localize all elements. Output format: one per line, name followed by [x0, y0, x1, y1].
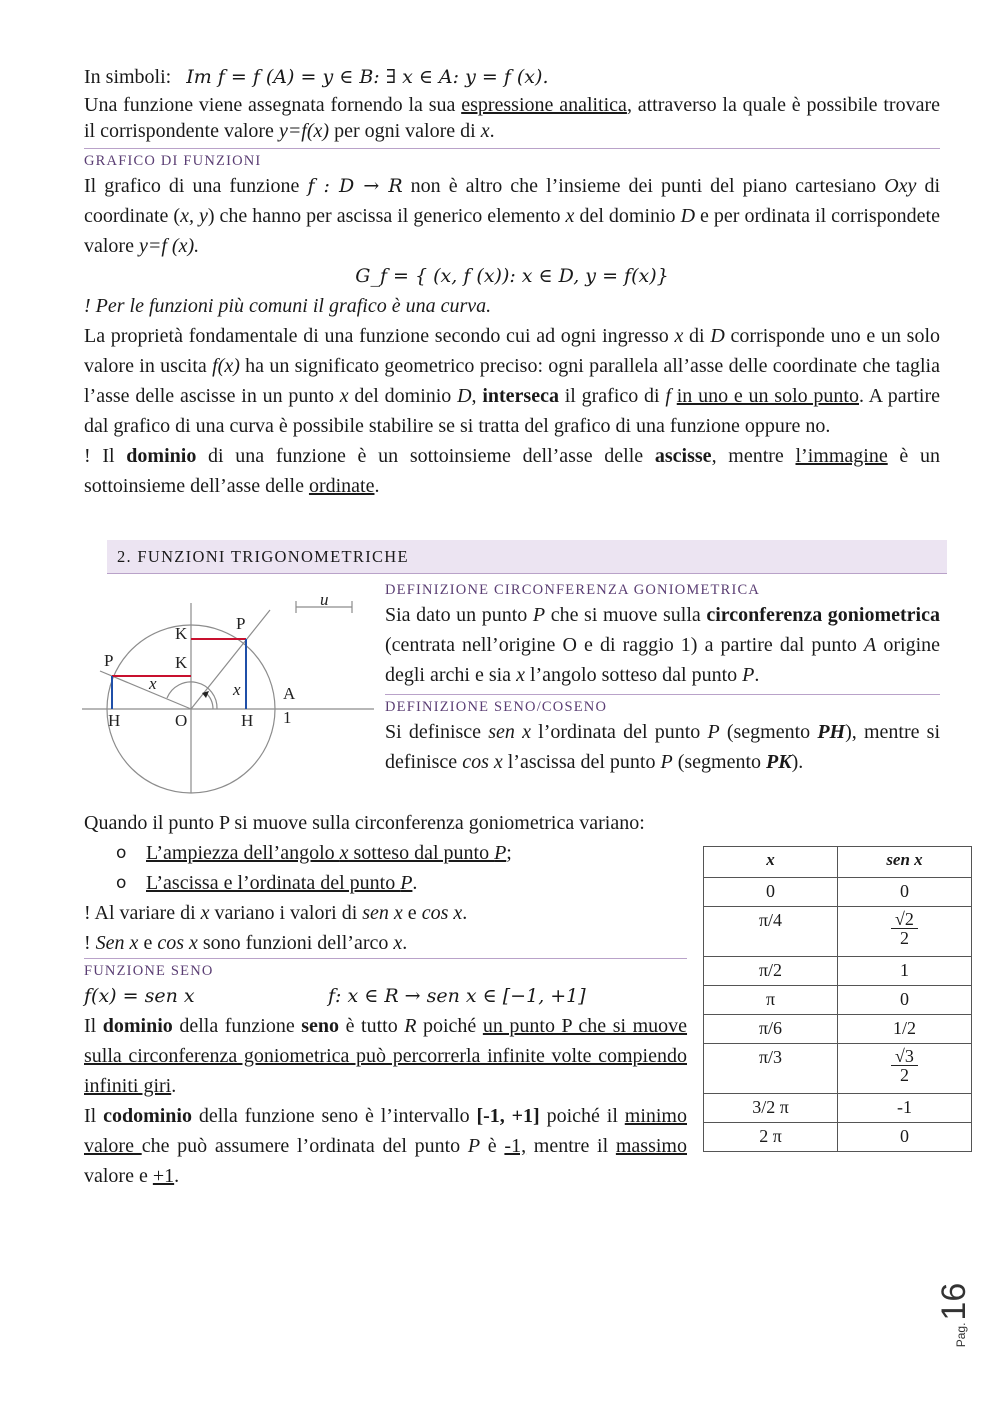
table-cell: π/2 [704, 957, 838, 986]
table-cell: -1 [838, 1094, 972, 1123]
sine-formulas: f(x) = sen x f: x ∈ R → sen x ∈ [−1, +1] [84, 985, 586, 1007]
table-row [704, 1015, 972, 1044]
table-cell: 2 π [704, 1123, 838, 1152]
heading-seno-coseno: DEFINIZIONE SENO/COSENO [385, 694, 940, 717]
page-number-value: 16 [935, 1282, 973, 1321]
table-cell: $\frac{√2}{2}$ [838, 907, 972, 957]
fundamental-property-paragraph: La proprietà fondamentale di una funzione secondo cui ad ogni ingresso x di D corrisponde uno e un solo valore in uscita f(x) ha un significato geometrico preciso: ogni parallela all’asse delle coordinate che taglia l’asse delle ascisse in un punto x del dominio D, interseca il grafico di f in uno e un solo punto. A partire dal grafico di una curva è possibile stabilire se si tratta del grafico di una funzione oppure no. [84, 325, 940, 437]
table-row [704, 1094, 972, 1123]
table-header-row [704, 847, 972, 878]
definitions-column [385, 578, 940, 777]
label-A: A [283, 684, 296, 703]
table-cell: 0 [838, 1123, 972, 1152]
page-label: Pag. [954, 1322, 968, 1348]
sin-cos-definition-paragraph: Si definisce sen x l’ordinata del punto P (segmento PH), mentre si definisce cos x l’ascissa del punto P (segmento PK). [385, 721, 941, 773]
table-cell: 1 [838, 957, 972, 986]
label-x-right: x [233, 680, 241, 699]
sine-values-table [703, 846, 972, 1152]
graph-definition-paragraph: Il grafico di una funzione f : D → R non è altro che l’insieme dei punti del piano cartesiano Oxy di coordinate (x, y) che hanno per ascissa il generico elemento x del dominio D e per ordinata il corrispondete valore y=f (x). [84, 175, 940, 257]
sine-function-block [84, 958, 687, 1191]
analytic-expression-paragraph: Una funzione viene assegnata fornendo la sua espressione analitica, attraverso la quale è possibile trovare il corrispondente valore y=f(x) per ogni valore di x. [84, 94, 940, 142]
table-row [704, 1123, 972, 1152]
label-u: u [320, 590, 329, 609]
sine-codomain-paragraph: Il codominio della funzione seno è l’intervallo [-1, +1] poiché il minimo valore che può assumere l’ordinata del punto P è -1, mentre il massimo valore e +1. [84, 1105, 687, 1187]
table-row [704, 1044, 972, 1094]
table-row [704, 986, 972, 1015]
heading-circonferenza-goniometrica: DEFINIZIONE CIRCONFERENZA GONIOMETRICA [385, 582, 761, 598]
image-formula: Im f = f (A) = y ∈ B: ∃ x ∈ A: y = f (x). [186, 66, 549, 88]
underlined-term: espressione analitica [461, 94, 627, 116]
domain-image-note: ! Il dominio di una funzione è un sottoinsieme dell’asse delle ascisse, mentre l’immagine è un sottoinsieme dell’asse delle ordinate. [84, 445, 940, 497]
table-cell: π/6 [704, 1015, 838, 1044]
table-cell: 0 [704, 878, 838, 907]
label-P-left: P [104, 651, 114, 670]
heading-grafico-funzioni: GRAFICO DI FUNZIONI [84, 148, 940, 171]
section-heading-funzioni-trigonometriche: 2. FUNZIONI TRIGONOMETRICHE [107, 540, 947, 574]
label-x-left: x [149, 674, 157, 693]
label-H-right: H [241, 711, 254, 730]
simboli-label: In simboli: [84, 66, 172, 88]
curve-note: ! Per le funzioni più comuni il grafico è una curva. [84, 295, 492, 317]
table-row [704, 957, 972, 986]
label-P-top: P [236, 614, 246, 633]
table-header-cell: x [704, 847, 838, 878]
table-cell: π/3 [704, 1044, 838, 1094]
sine-domain-paragraph: Il dominio della funzione seno è tutto R poiché un punto P che si muove sulla circonferenza goniometrica può percorrerla infinite volte compiendo infiniti giri. [84, 1015, 688, 1097]
table-cell: $\frac{√3}{2}$ [838, 1044, 972, 1094]
table-cell: 1/2 [838, 1015, 972, 1044]
table-cell: 0 [838, 878, 972, 907]
table-row [704, 878, 972, 907]
label-one: 1 [283, 708, 292, 727]
list-item: o L’ascissa e l’ordinata del punto P. [116, 868, 940, 898]
table-cell: π [704, 986, 838, 1015]
table-cell: 0 [838, 986, 972, 1015]
unit-circle-figure [82, 588, 380, 810]
label-K-mid: K [175, 653, 188, 672]
table-cell: π/4 [704, 907, 838, 957]
table-cell: 3/2 π [704, 1094, 838, 1123]
variations-intro: Quando il punto P si muove sulla circonferenza goniometrica variano: [84, 812, 645, 834]
graph-set-formula: G_f = { (x, f (x)): x ∈ D, y = f(x)} [355, 265, 669, 287]
label-K-top: K [175, 624, 188, 643]
list-item: o L’ampiezza dell’angolo x sotteso dal punto P; [116, 838, 940, 868]
heading-funzione-seno: FUNZIONE SENO [84, 958, 687, 981]
variations-note-2: ! Sen x e cos x sono funzioni dell’arco x. [84, 932, 408, 954]
table-header-cell: sen x [838, 847, 972, 878]
variations-note-1: ! Al variare di x variano i valori di sen x e cos x. [84, 902, 468, 924]
page-number [935, 1282, 1000, 1348]
table-row [704, 907, 972, 957]
label-H-left: H [108, 711, 121, 730]
label-O: O [175, 711, 188, 730]
circle-definition-paragraph: Sia dato un punto P che si muove sulla circonferenza goniometrica (centrata nell’origine O e di raggio 1) a partire dal punto A origine degli archi e sia x l’angolo sotteso dal punto P. [385, 604, 940, 686]
page-body [84, 62, 940, 501]
simboli-line [84, 62, 940, 92]
